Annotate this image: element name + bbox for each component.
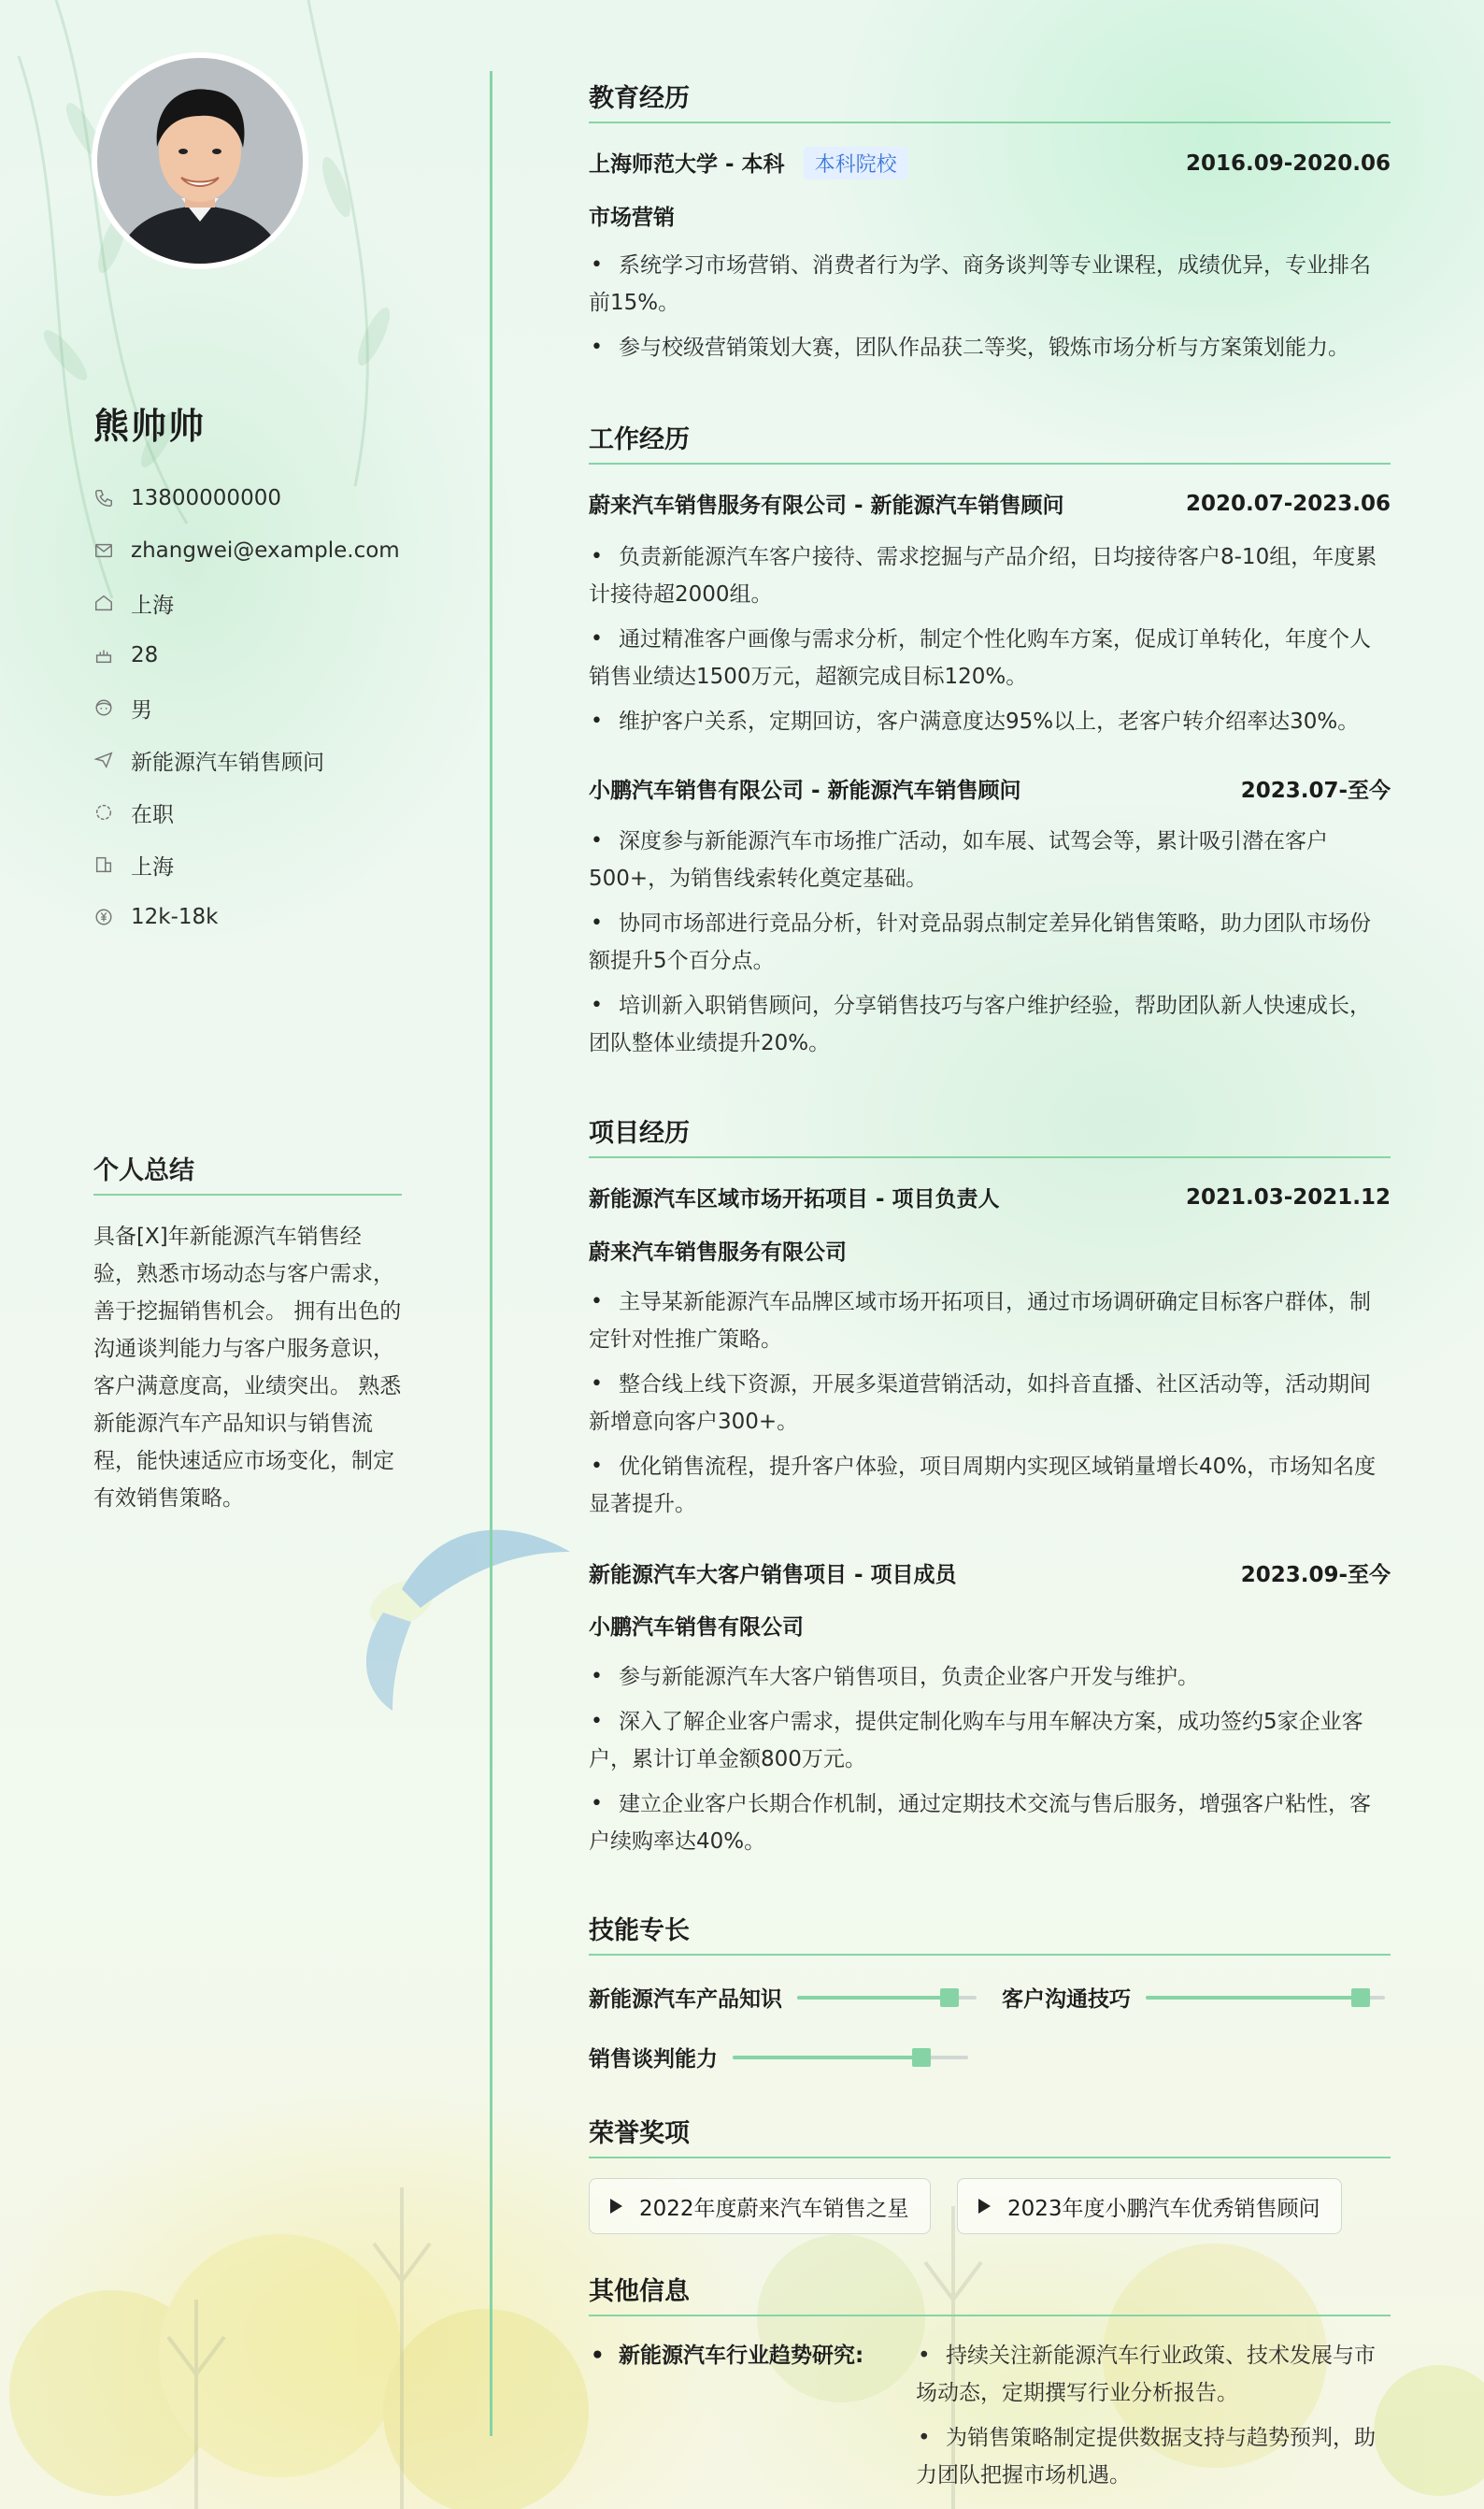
skill-bar-knob: [1351, 1988, 1370, 2007]
skill-item: [589, 1982, 977, 2013]
skill-name: 客户沟通技巧: [1002, 1987, 1131, 2012]
list-item: • 深入了解企业客户需求，提供定制化购车与用车解决方案，成功签约5家企业客户，累计订单金额800万元。: [589, 1703, 1391, 1778]
gender-row: [93, 681, 400, 734]
job-bullets: [589, 538, 1391, 748]
salary-text: 12k-18k: [131, 905, 219, 929]
status-text: 在职: [131, 802, 174, 827]
avatar: [97, 58, 303, 264]
position-text: 新能源汽车销售顾问: [131, 750, 324, 775]
skill-name: 新能源汽车产品知识: [589, 1987, 782, 2012]
job-date: 2023.07-至今: [1240, 779, 1391, 803]
city-row: [93, 839, 400, 891]
list-item: • 通过精准客户画像与需求分析，制定个性化购车方案，促成订单转化，年度个人销售业绩达1500万元，超额完成目标120%。: [589, 621, 1391, 695]
city-text: 上海: [131, 854, 174, 880]
other-title: 其他信息: [589, 2271, 1391, 2316]
age-text: 28: [131, 643, 159, 667]
age-row: [93, 629, 400, 681]
award-text: 2023年度小鹏汽车优秀销售顾问: [1007, 2196, 1320, 2221]
education-school: 上海师范大学 - 本科: [589, 152, 785, 177]
list-item: • 主导某新能源汽车品牌区域市场开拓项目，通过市场调研确定目标客户群体，制定针对性推广策略。: [589, 1283, 1391, 1358]
list-item: • 负责新能源汽车客户接待、需求挖掘与产品介绍，日均接待客户8-10组，年度累计接待超2000组。: [589, 538, 1391, 613]
awards-title: 荣誉奖项: [589, 2113, 1391, 2158]
education-title: 教育经历: [589, 78, 1391, 123]
skill-bar: [733, 2056, 968, 2059]
job-heading: 蔚来汽车销售服务有限公司 - 新能源汽车销售顾问: [589, 494, 1064, 518]
skill-bar-fill: [797, 1996, 949, 2000]
award-badge: [957, 2178, 1342, 2234]
phone-icon: [93, 488, 114, 509]
list-item: • 参与新能源汽车大客户销售项目，负责企业客户开发与维护。: [589, 1658, 1391, 1696]
skill-item: [589, 2042, 968, 2072]
skill-bar-fill: [1146, 1996, 1361, 2000]
email-row: [93, 524, 400, 577]
project-date: 2023.09-至今: [1240, 1563, 1391, 1587]
list-item: • 整合线上线下资源，开展多渠道营销活动，如抖音直播、社区活动等，活动期间新增意向客户300+。: [589, 1366, 1391, 1441]
status-icon: [93, 802, 114, 823]
skill-bar-knob: [940, 1988, 959, 2007]
building-icon: [93, 854, 114, 875]
status-row: [93, 786, 400, 839]
skill-bar-knob: [912, 2048, 931, 2067]
list-item: • 持续关注新能源汽车行业政策、技术发展与市场动态，定期撰写行业分析报告。: [916, 2337, 1391, 2412]
project-company: 小鹏汽车销售有限公司: [589, 1615, 804, 1640]
list-item: • 优化销售流程，提升客户体验，项目周期内实现区域销量增长40%，市场知名度显著提升。: [589, 1448, 1391, 1523]
project-company: 蔚来汽车销售服务有限公司: [589, 1240, 847, 1265]
education-school-wrap: [589, 147, 908, 179]
other-label: • 新能源汽车行业趋势研究:: [589, 2337, 916, 2502]
phone-row: [93, 472, 400, 524]
job-date: 2020.07-2023.06: [1185, 491, 1391, 516]
face-icon: [93, 697, 114, 718]
email-text: zhangwei@example.com: [131, 538, 400, 563]
list-item: • 维护客户关系，定期回访，客户满意度达95%以上，老客户转介绍率达30%。: [589, 703, 1391, 740]
send-icon: [93, 750, 114, 770]
skills-title: 技能专长: [589, 1910, 1391, 1956]
position-row: [93, 734, 400, 786]
skill-bar: [797, 1996, 977, 2000]
education-major: 市场营销: [589, 206, 675, 230]
list-item: • 系统学习市场营销、消费者行为学、商务谈判等专业课程，成绩优异，专业排名前15%。: [589, 247, 1391, 322]
home-icon: [93, 593, 114, 613]
cake-icon: [93, 645, 114, 666]
list-item: • 深度参与新能源汽车市场推广活动，如车展、试驾会等，累计吸引潜在客户500+，为销售线索转化奠定基础。: [589, 823, 1391, 897]
other-info: [589, 2337, 1391, 2502]
summary-text: 具备[X]年新能源汽车销售经验，熟悉市场动态与客户需求，善于挖掘销售机会。 拥有出色的沟通谈判能力与客户服务意识，客户满意度高，业绩突出。 熟悉新能源汽车产品知识与销售流程，能快速适应市场变化，制定有效销售策略。: [93, 1225, 402, 1511]
currency-icon: [93, 907, 114, 927]
summary-title: 个人总结: [93, 1150, 402, 1196]
column-divider: [490, 71, 492, 2436]
project-date: 2021.03-2021.12: [1185, 1184, 1391, 1210]
education-row: [589, 147, 1391, 179]
candidate-name: 熊帅帅: [93, 406, 207, 447]
education-bullets: [589, 247, 1391, 374]
job-row: [589, 488, 1391, 519]
projects-title: 项目经历: [589, 1112, 1391, 1158]
triangle-right-icon: [978, 2199, 991, 2214]
skill-bar: [1146, 1996, 1385, 2000]
education-date: 2016.09-2020.06: [1185, 151, 1391, 176]
list-item: • 培训新入职销售顾问，分享销售技巧与客户维护经验，帮助团队新人快速成长，团队整体业绩提升20%。: [589, 987, 1391, 1062]
salary-row: [93, 891, 400, 943]
project-bullets: [589, 1283, 1391, 1530]
phone-text: 13800000000: [131, 486, 281, 510]
list-item: • 建立企业客户长期合作机制，通过定期技术交流与售后服务，增强客户粘性，客户续购率达40%。: [589, 1785, 1391, 1860]
list-item: • 协同市场部进行竞品分析，针对竞品弱点制定差异化销售策略，助力团队市场份额提升5个百分点。: [589, 905, 1391, 980]
mail-icon: [93, 540, 114, 561]
skill-item: [1002, 1982, 1385, 2013]
contact-info: [93, 472, 400, 943]
location-text: 上海: [131, 593, 174, 618]
location-row: [93, 577, 400, 629]
avatar-portrait-icon: [97, 58, 303, 264]
award-text: 2022年度蔚来汽车销售之星: [639, 2196, 909, 2221]
skill-bar-fill: [733, 2056, 921, 2059]
job-bullets: [589, 823, 1391, 1069]
job-heading: 小鹏汽车销售有限公司 - 新能源汽车销售顾问: [589, 779, 1021, 803]
other-bullets: [916, 2337, 1391, 2502]
list-item: • 为销售策略制定提供数据支持与趋势预判，助力团队把握市场机遇。: [916, 2419, 1391, 2494]
project-row: [589, 1557, 1391, 1588]
project-row: [589, 1182, 1391, 1212]
gender-text: 男: [131, 697, 152, 723]
award-badge: [589, 2178, 931, 2234]
project-heading: 新能源汽车区域市场开拓项目 - 项目负责人: [589, 1187, 1000, 1211]
project-bullets: [589, 1658, 1391, 1868]
skill-name: 销售谈判能力: [589, 2047, 718, 2072]
list-item: • 参与校级营销策划大赛，团队作品获二等奖，锻炼市场分析与方案策划能力。: [589, 329, 1391, 366]
job-row: [589, 773, 1391, 804]
education-tag: 本科院校: [804, 147, 908, 179]
work-title: 工作经历: [589, 419, 1391, 465]
triangle-right-icon: [610, 2199, 622, 2214]
project-heading: 新能源汽车大客户销售项目 - 项目成员: [589, 1563, 957, 1587]
